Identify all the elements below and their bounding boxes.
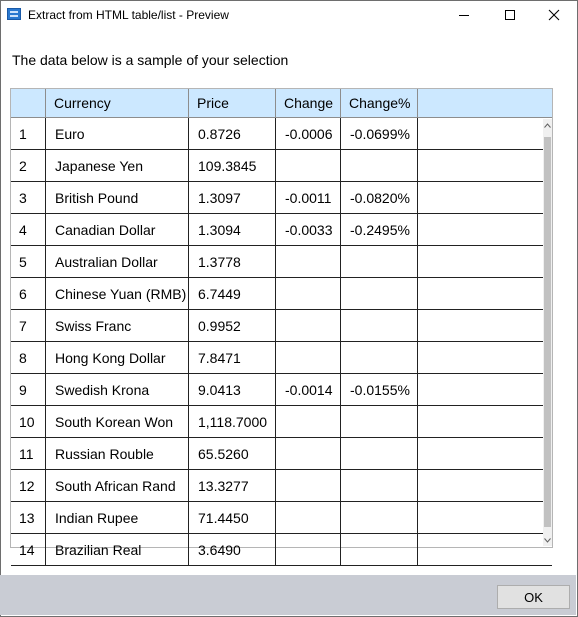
cell-change[interactable]: -0.0014: [276, 374, 341, 406]
table-row[interactable]: [11, 278, 552, 310]
minimize-button[interactable]: [441, 1, 487, 29]
cell-index[interactable]: 8: [11, 342, 46, 374]
app-icon: [7, 8, 21, 20]
cell-currency[interactable]: Indian Rupee: [46, 502, 189, 534]
cell-change-percent[interactable]: [341, 246, 418, 278]
cell-change-percent[interactable]: -0.0699%: [341, 118, 418, 150]
close-button[interactable]: [531, 1, 577, 29]
cell-price[interactable]: 65.5260: [189, 438, 276, 470]
cell-currency[interactable]: Japanese Yen: [46, 150, 189, 182]
cell-currency[interactable]: Australian Dollar: [46, 246, 189, 278]
table-row[interactable]: [11, 502, 552, 534]
cell-price[interactable]: 13.3277: [189, 470, 276, 502]
cell-change-percent[interactable]: [341, 342, 418, 374]
grid-header: [11, 89, 552, 119]
cell-index[interactable]: 6: [11, 278, 46, 310]
cell-index[interactable]: 2: [11, 150, 46, 182]
cell-empty[interactable]: [418, 438, 552, 470]
cell-empty[interactable]: [418, 342, 552, 374]
column-header-change[interactable]: Change: [276, 89, 341, 118]
cell-index[interactable]: 5: [11, 246, 46, 278]
cell-change[interactable]: [276, 150, 341, 182]
cell-currency[interactable]: Hong Kong Dollar: [46, 342, 189, 374]
cell-change[interactable]: [276, 534, 341, 566]
cell-currency[interactable]: Brazilian Real: [46, 534, 189, 566]
cell-price[interactable]: 7.8471: [189, 342, 276, 374]
table-row[interactable]: [11, 310, 552, 342]
cell-change-percent[interactable]: [341, 310, 418, 342]
cell-change[interactable]: [276, 278, 341, 310]
cell-currency[interactable]: Russian Rouble: [46, 438, 189, 470]
table-row[interactable]: [11, 118, 552, 150]
cell-price[interactable]: 0.8726: [189, 118, 276, 150]
cell-price[interactable]: 6.7449: [189, 278, 276, 310]
cell-empty[interactable]: [418, 406, 552, 438]
column-header-change-percent[interactable]: Change%: [341, 89, 418, 118]
table-row[interactable]: [11, 150, 552, 182]
cell-index[interactable]: 10: [11, 406, 46, 438]
column-header-currency[interactable]: Currency: [46, 89, 189, 118]
selection-prompt: The data below is a sample of your selection: [12, 52, 289, 68]
scroll-down-icon[interactable]: [543, 535, 552, 545]
cell-empty[interactable]: [418, 374, 552, 406]
cell-currency[interactable]: Canadian Dollar: [46, 214, 189, 246]
cell-change-percent[interactable]: -0.2495%: [341, 214, 418, 246]
cell-change[interactable]: [276, 502, 341, 534]
cell-change-percent[interactable]: [341, 470, 418, 502]
cell-empty[interactable]: [418, 118, 552, 150]
window-title: Extract from HTML table/list - Preview: [28, 8, 229, 22]
cell-empty[interactable]: [418, 278, 552, 310]
cell-index[interactable]: 9: [11, 374, 46, 406]
cell-empty[interactable]: [418, 502, 552, 534]
cell-change-percent[interactable]: [341, 150, 418, 182]
cell-currency[interactable]: Euro: [46, 118, 189, 150]
cell-empty[interactable]: [418, 214, 552, 246]
table-row[interactable]: [11, 246, 552, 278]
cell-change-percent[interactable]: [341, 502, 418, 534]
data-grid[interactable]: [10, 88, 553, 558]
grid-body: [11, 119, 552, 558]
dialog-footer: [0, 575, 576, 615]
cell-price[interactable]: 109.3845: [189, 150, 276, 182]
cell-empty[interactable]: [418, 246, 552, 278]
table-row[interactable]: [11, 406, 552, 438]
cell-price[interactable]: 1,118.7000: [189, 406, 276, 438]
cell-currency[interactable]: British Pound: [46, 182, 189, 214]
vertical-scrollbar[interactable]: [543, 119, 552, 546]
cell-change[interactable]: [276, 310, 341, 342]
ok-button[interactable]: OK: [497, 585, 570, 609]
cell-currency[interactable]: South African Rand: [46, 470, 189, 502]
cell-index[interactable]: 11: [11, 438, 46, 470]
cell-change[interactable]: [276, 406, 341, 438]
table-row[interactable]: [11, 470, 552, 502]
cell-empty[interactable]: [418, 310, 552, 342]
cell-change-percent[interactable]: [341, 278, 418, 310]
cell-change[interactable]: -0.0011: [276, 182, 341, 214]
cell-index[interactable]: 3: [11, 182, 46, 214]
cell-change-percent[interactable]: [341, 534, 418, 566]
cell-index[interactable]: 12: [11, 470, 46, 502]
cell-change[interactable]: [276, 438, 341, 470]
cell-index[interactable]: 7: [11, 310, 46, 342]
table-row[interactable]: [11, 374, 552, 406]
cell-currency[interactable]: Swedish Krona: [46, 374, 189, 406]
cell-price[interactable]: 1.3097: [189, 182, 276, 214]
cell-price[interactable]: 71.4450: [189, 502, 276, 534]
cell-index[interactable]: 1: [11, 118, 46, 150]
cell-index[interactable]: 4: [11, 214, 46, 246]
cell-price[interactable]: 0.9952: [189, 310, 276, 342]
cell-price[interactable]: 3.6490: [189, 534, 276, 566]
cell-empty[interactable]: [418, 182, 552, 214]
cell-change-percent[interactable]: [341, 438, 418, 470]
title-bar[interactable]: [1, 1, 577, 29]
table-row[interactable]: [11, 438, 552, 470]
cell-change[interactable]: [276, 342, 341, 374]
table-row[interactable]: [11, 342, 552, 374]
column-header-empty[interactable]: [418, 89, 552, 118]
scroll-up-icon[interactable]: [543, 120, 552, 130]
cell-index[interactable]: 13: [11, 502, 46, 534]
cell-price[interactable]: 9.0413: [189, 374, 276, 406]
cell-change[interactable]: -0.0033: [276, 214, 341, 246]
column-header-index[interactable]: [11, 89, 46, 118]
cell-change[interactable]: [276, 246, 341, 278]
cell-price[interactable]: 1.3094: [189, 214, 276, 246]
cell-change-percent[interactable]: -0.0155%: [341, 374, 418, 406]
cell-change[interactable]: [276, 470, 341, 502]
scrollbar-thumb[interactable]: [544, 137, 551, 527]
table-row[interactable]: [11, 534, 552, 566]
table-row[interactable]: [11, 182, 552, 214]
cell-change-percent[interactable]: -0.0820%: [341, 182, 418, 214]
cell-empty[interactable]: [418, 150, 552, 182]
column-header-price[interactable]: Price: [189, 89, 276, 118]
cell-index[interactable]: 14: [11, 534, 46, 566]
maximize-button[interactable]: [487, 1, 533, 29]
cell-currency[interactable]: Chinese Yuan (RMB): [46, 278, 189, 310]
maximize-icon: [505, 10, 515, 20]
cell-change[interactable]: -0.0006: [276, 118, 341, 150]
cell-empty[interactable]: [418, 534, 552, 566]
table-row[interactable]: [11, 214, 552, 246]
cell-empty[interactable]: [418, 470, 552, 502]
minimize-icon: [459, 10, 469, 20]
cell-currency[interactable]: South Korean Won: [46, 406, 189, 438]
cell-price[interactable]: 1.3778: [189, 246, 276, 278]
cell-change-percent[interactable]: [341, 406, 418, 438]
close-icon: [549, 10, 559, 20]
cell-currency[interactable]: Swiss Franc: [46, 310, 189, 342]
